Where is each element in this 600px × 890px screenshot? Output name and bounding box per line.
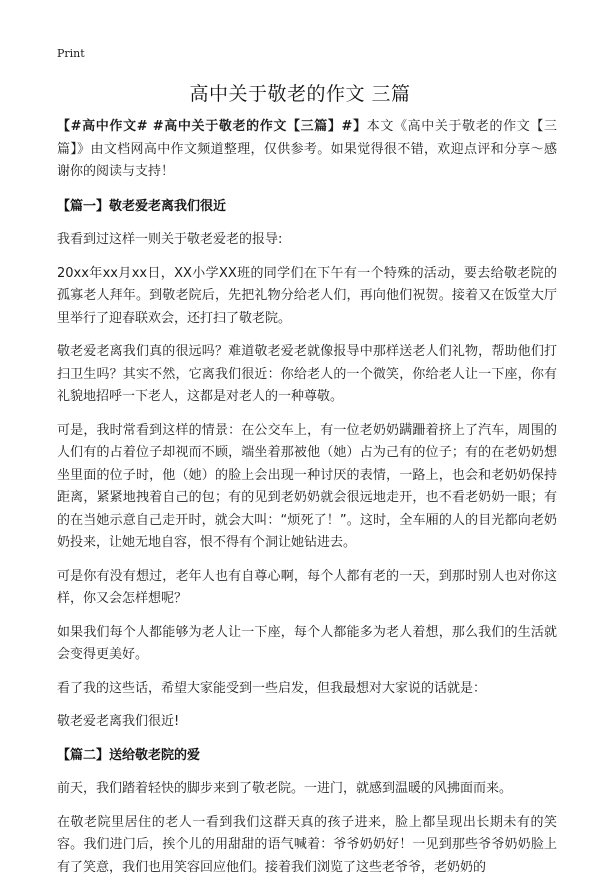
section2-paragraph: 在敬老院里居住的老人一看到我们这群天真的孩子进来，脸上都呈现出长期未有的笑容。我们进门后，挨个儿的用甜甜的语气喊着：爷爷奶奶好！一见到那些爷爷奶奶脸上有了笑意，我们也用笑容回应他们。接着我们浏览了这些老爷爷，老奶奶的	[57, 814, 557, 875]
article-body	[57, 116, 557, 890]
section1-paragraph: 20xx年xx月xx日，XX小学XX班的同学们在下午有一个特殊的活动，要去给敬老院的孤寡老人拜年。到敬老院后，先把礼物分给老人们，再向他们祝贺。接着又在饭堂大厅里举行了迎春联欢会，还打扫了敬老院。	[57, 265, 557, 326]
section1-paragraph: 敬老爱老离我们很近!	[57, 714, 180, 729]
print-link[interactable]: Print	[57, 47, 85, 60]
section1-paragraph: 看了我的这些话，希望大家能受到一些启发，但我最想对大家说的话就是：	[57, 680, 487, 696]
document-title: 高中关于敬老的作文 三篇	[189, 83, 411, 105]
section1-paragraph: 可是，我时常看到这样的情景：在公交车上，有一位老奶奶蹒跚着挤上了汽车，周围的人们有的占着位子却视而不顾，端坐着那被他（她）占为己有的位子；有的在老奶奶想坐里面的位子时，他（她）的脸上会出现一种讨厌的表情，一路上，也会和老奶奶保持距离，紧紧地拽着自己的包；有的见到老奶奶就会很远地走开，也不看老奶奶一眼；有的在当她示意自己走开时，就会大叫：“烦死了！”。这时，全车厢的人的目光都向老奶奶投来，让她无地自容，恨不得有个洞让她钻进去。	[57, 422, 557, 550]
intro-text: 本文《高中关于敬老的作文【三篇】》由文档网高中作文频道整理，仅供参考。如果觉得很不错，欢迎点评和分享～感谢你的阅读与支持！	[57, 119, 557, 179]
section1-paragraph: 敬老爱老离我们真的很远吗？难道敬老爱老就像报导中那样送老人们礼物，帮助他们打扫卫生吗？其实不然，它离我们很近：你给老人的一个微笑，你给老人让一下座，你有礼貌地招呼一下老人，这都是对老人的一种尊敬。	[57, 344, 557, 404]
intro-paragraph	[57, 116, 557, 184]
section1-paragraph: 可是你有没有想过，老年人也有自尊心啊，每个人都有老的一天，到那时别人也对你这样，你又会怎样想呢？	[57, 568, 557, 606]
section1-paragraph: 我看到过这样一则关于敬老爱老的报导:	[57, 232, 283, 247]
section-heading-1: 【篇一】敬老爱老离我们很近	[57, 198, 227, 214]
section1-paragraph: 如果我们每个人都能够为老人让一下座，每个人都能多为老人着想，那么我们的生活就会变得更美好。	[57, 624, 557, 662]
intro-tags: 【#高中作文# #高中关于敬老的作文【三篇】#】	[57, 119, 367, 134]
section2-paragraph: 前天，我们踏着轻快的脚步来到了敬老院。一进门，就感到温暖的风拂面而来。	[57, 781, 513, 796]
section-heading-2: 【篇二】送给敬老院的爱	[57, 747, 201, 763]
